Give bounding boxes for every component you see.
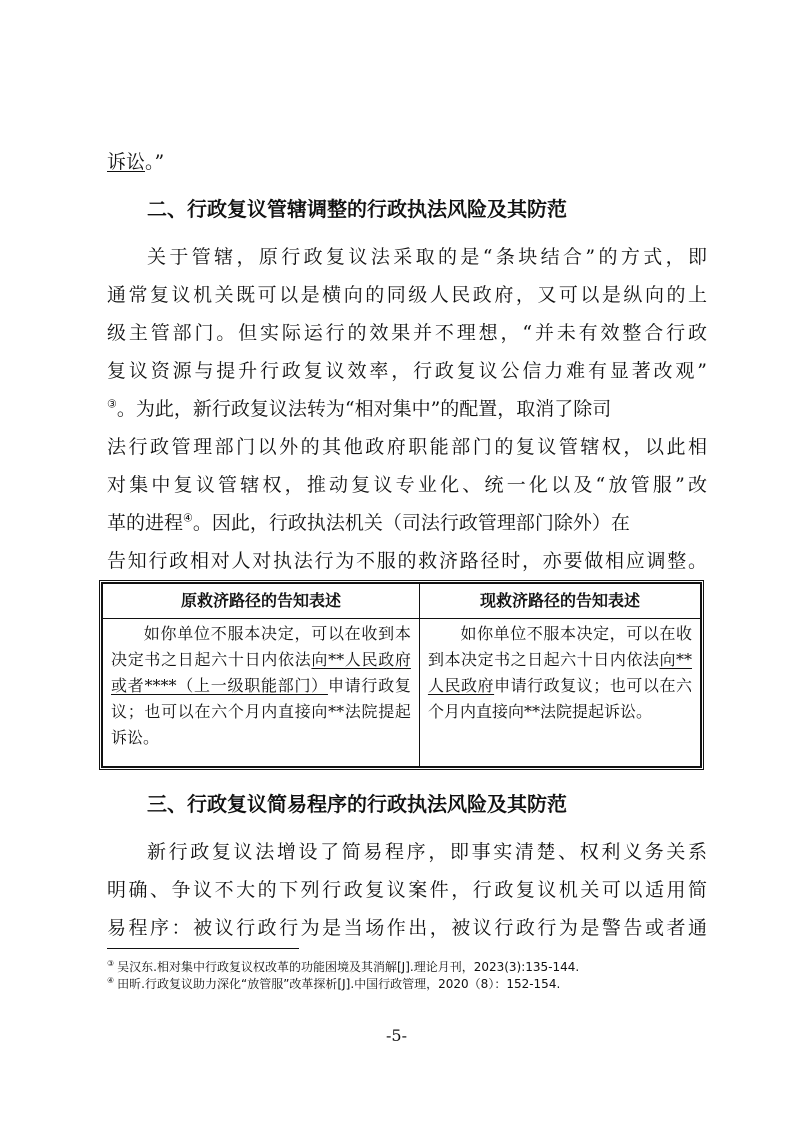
footnote-text: 吴汉东.相对集中行政复议权改革的功能困境及其消解[J].理论月刊，2023(3):135-144. xyxy=(117,960,580,974)
cell-text: 如你单位不服本决定，可以在收到本决定书之日起六十日内依法 xyxy=(111,624,411,669)
footnote-ref-4: ④ xyxy=(183,511,193,525)
paragraph-line: 易程序：被议行政行为是当场作出，被议行政行为是警告或者通 xyxy=(107,917,707,939)
section-heading-3: 三、行政复议简易程序的行政执法风险及其防范 xyxy=(147,792,567,816)
paragraph-line: 通常复议机关既可以是横向的同级人民政府，又可以是纵向的上 xyxy=(107,284,707,306)
paragraph-line xyxy=(107,511,707,535)
paragraph-text: 。为此，新行政复议法转为“相对集中”的配置，取消了除司 xyxy=(116,398,612,420)
paragraph-line: 明确、争议不大的下列行政复议案件，行政复议机关可以适用简 xyxy=(107,879,707,901)
paragraph-text: 。因此，行政执法机关（司法行政管理部门除外）在 xyxy=(192,512,630,534)
paragraph-line: 新行政复议法增设了简易程序，即事实清楚、权利义务关系 xyxy=(147,841,707,863)
closing-quote: 。” xyxy=(145,151,165,173)
paragraph-line: 告知行政相对人对执法行为不服的救济路径时，亦要做相应调整。 xyxy=(107,550,707,572)
paragraph-text: 革的进程 xyxy=(107,512,184,534)
paragraph-line xyxy=(107,397,707,421)
continued-text-line xyxy=(107,150,707,174)
paragraph-line: 关于管辖，原行政复议法采取的是“条块结合”的方式，即 xyxy=(147,246,707,268)
paragraph-line: 级主管部门。但实际运行的效果并不理想，“并未有效整合行政 xyxy=(107,322,707,344)
paragraph-line: 对集中复议管辖权，推动复议专业化、统一化以及“放管服”改 xyxy=(107,474,707,496)
footnote-divider xyxy=(107,948,299,949)
cell-underlined-text: 向**人民政府 xyxy=(427,650,692,695)
comparison-table xyxy=(99,580,704,770)
footnote-ref-3: ③ xyxy=(107,397,117,411)
cell-text: 申请行政复议；也可以在六个月内直接向**法院提起诉讼。 xyxy=(111,676,411,747)
paragraph-line: 复议资源与提升行政复议效率，行政复议公信力难有显著改观” xyxy=(107,360,707,382)
footnote-text: 田昕.行政复议助力深化“放管服”改革探析[J].中国行政管理，2020（8）：152-154. xyxy=(117,977,561,991)
footnote-4 xyxy=(107,973,560,992)
underlined-word: 诉讼 xyxy=(107,151,146,173)
footnote-mark: ③ xyxy=(107,959,115,968)
cell-underlined-text: 向**人民政府或者****（上一级职能部门） xyxy=(111,650,411,695)
footnote-mark: ④ xyxy=(107,976,115,985)
paragraph-line: 法行政管理部门以外的其他政府职能部门的复议管辖权，以此相 xyxy=(107,436,707,458)
section-heading-2: 二、行政复议管辖调整的行政执法风险及其防范 xyxy=(147,197,567,221)
table-header-current: 现救济路径的告知表述 xyxy=(419,584,700,619)
cell-text: 如你单位不服本决定，可以在收到本决定书之日起六十日内依法 xyxy=(427,624,692,669)
cell-text: 申请行政复议；也可以在六个月内直接向**法院提起诉讼。 xyxy=(427,676,692,721)
table-cell-original xyxy=(103,619,420,767)
page-number: -5- xyxy=(386,1026,407,1045)
table-cell-current xyxy=(419,619,700,767)
table-header-original: 原救济路径的告知表述 xyxy=(103,584,420,619)
